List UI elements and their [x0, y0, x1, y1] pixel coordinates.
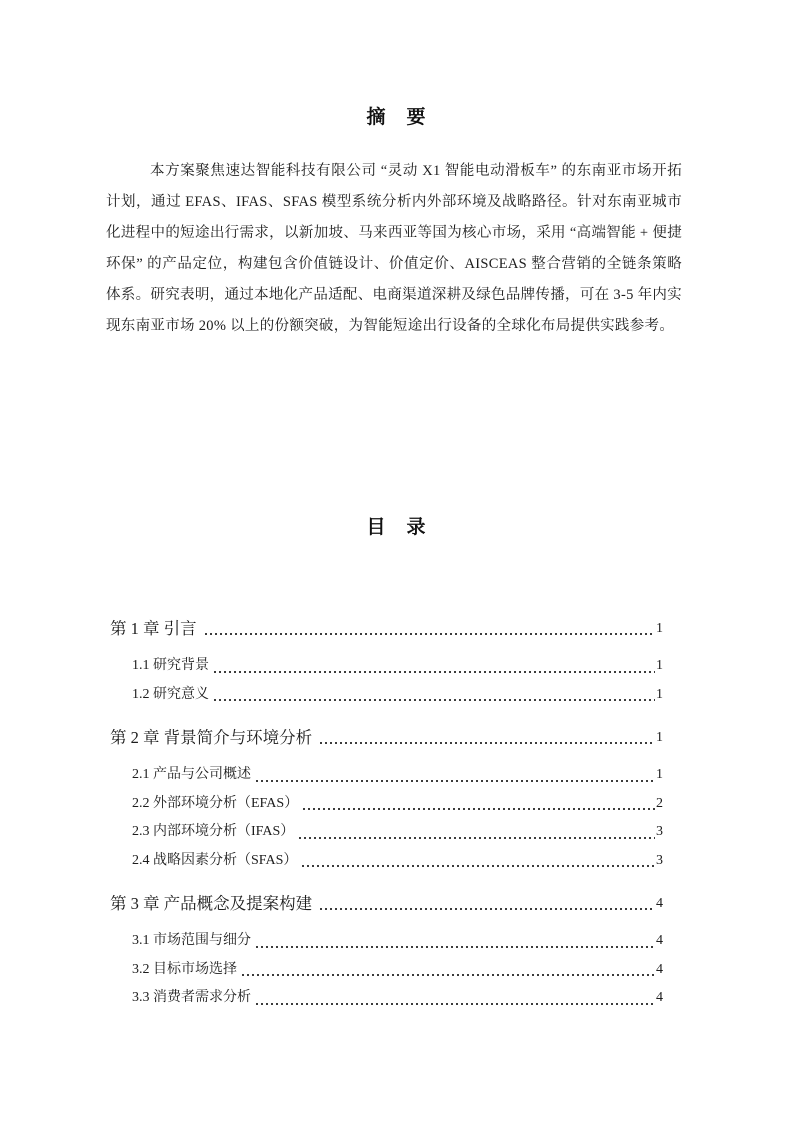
- dot-leader: [302, 865, 655, 867]
- toc-entry-page: 1: [656, 767, 663, 782]
- toc-entry-label: 第 2 章 背景简介与环境分析: [110, 728, 313, 747]
- toc-entry: [110, 652, 663, 681]
- toc-entry-page: 4: [656, 961, 663, 977]
- abstract-paragraph: 本方案聚焦速达智能科技有限公司 “灵动 X1 智能电动滑板车” 的东南亚市场开拓计划，通过 EFAS、IFAS、SFAS 模型系统分析内外部环境及战略路径。针对东南亚城市化进程中的短途出行需求，以新加坡、马来西亚等国为核心市场，采用 “高端智能 + 便捷环保” 的产品定位，构建包含价值链设计、价值定价、AISCEAS 整合营销的全链条策略体系。研究表明，通过本地化产品适配、电商渠道深耕及绿色品牌传播，可在 3-5 年内实现东南亚市场 20% 以上的份额突破，为智能短途出行设备的全球化布局提供实践参考。: [106, 163, 682, 334]
- toc-entry: [110, 889, 663, 919]
- toc-entry-label: 第 3 章 产品概念及提案构建: [110, 894, 313, 913]
- toc-entry-label: 1.1 研究背景: [132, 658, 209, 673]
- toc-entry-label: 3.1 市场范围与细分: [132, 933, 251, 948]
- toc-entry-label: 3.3 消费者需求分析: [132, 990, 251, 1005]
- toc-entry-page: 4: [656, 990, 663, 1005]
- dot-leader: [242, 974, 655, 976]
- toc-entry-page: 1: [656, 730, 663, 745]
- toc-entry: [110, 927, 663, 956]
- dot-leader: [214, 699, 655, 701]
- dot-leader: [320, 908, 655, 910]
- dot-leader: [256, 780, 655, 782]
- toc-entry: [110, 790, 663, 819]
- abstract-title: 摘 要: [366, 107, 427, 128]
- toc-entry-page: 3: [656, 824, 663, 839]
- toc-entry-page: 2: [656, 795, 663, 811]
- toc-entry-page: 4: [656, 933, 663, 948]
- toc-entry-page: 1: [656, 621, 663, 636]
- toc-entry-label: 2.3 内部环境分析（IFAS）: [132, 824, 295, 839]
- toc-entry: [110, 723, 663, 753]
- toc-entry-page: 1: [656, 658, 663, 673]
- toc-entry: [110, 761, 663, 790]
- toc-entry-label: 第 1 章 引言: [110, 619, 197, 638]
- toc-entry-label: 3.2 目标市场选择: [132, 961, 237, 977]
- dot-leader: [299, 837, 655, 839]
- toc-entry-label: 2.1 产品与公司概述: [132, 767, 251, 782]
- toc-entry-page: 1: [656, 686, 663, 702]
- toc-entry-page: 3: [656, 852, 663, 868]
- dot-leader: [320, 742, 655, 744]
- dot-leader: [256, 1003, 655, 1005]
- toc-entry: [110, 681, 663, 710]
- toc-title: 目 录: [366, 517, 427, 538]
- toc-entry-label: 1.2 研究意义: [132, 686, 209, 702]
- toc-entry-label: 2.4 战略因素分析（SFAS）: [132, 852, 298, 868]
- toc-list: [110, 614, 663, 1013]
- toc-entry: [110, 847, 663, 876]
- dot-leader: [214, 671, 655, 673]
- toc-entry: [110, 984, 663, 1013]
- dot-leader: [256, 946, 655, 948]
- toc-entry-page: 4: [656, 896, 663, 911]
- dot-leader: [205, 633, 655, 635]
- toc-entry: [110, 956, 663, 985]
- toc-entry: [110, 818, 663, 847]
- dot-leader: [303, 808, 655, 810]
- toc-entry-label: 2.2 外部环境分析（EFAS）: [132, 795, 299, 811]
- toc-entry: [110, 614, 663, 644]
